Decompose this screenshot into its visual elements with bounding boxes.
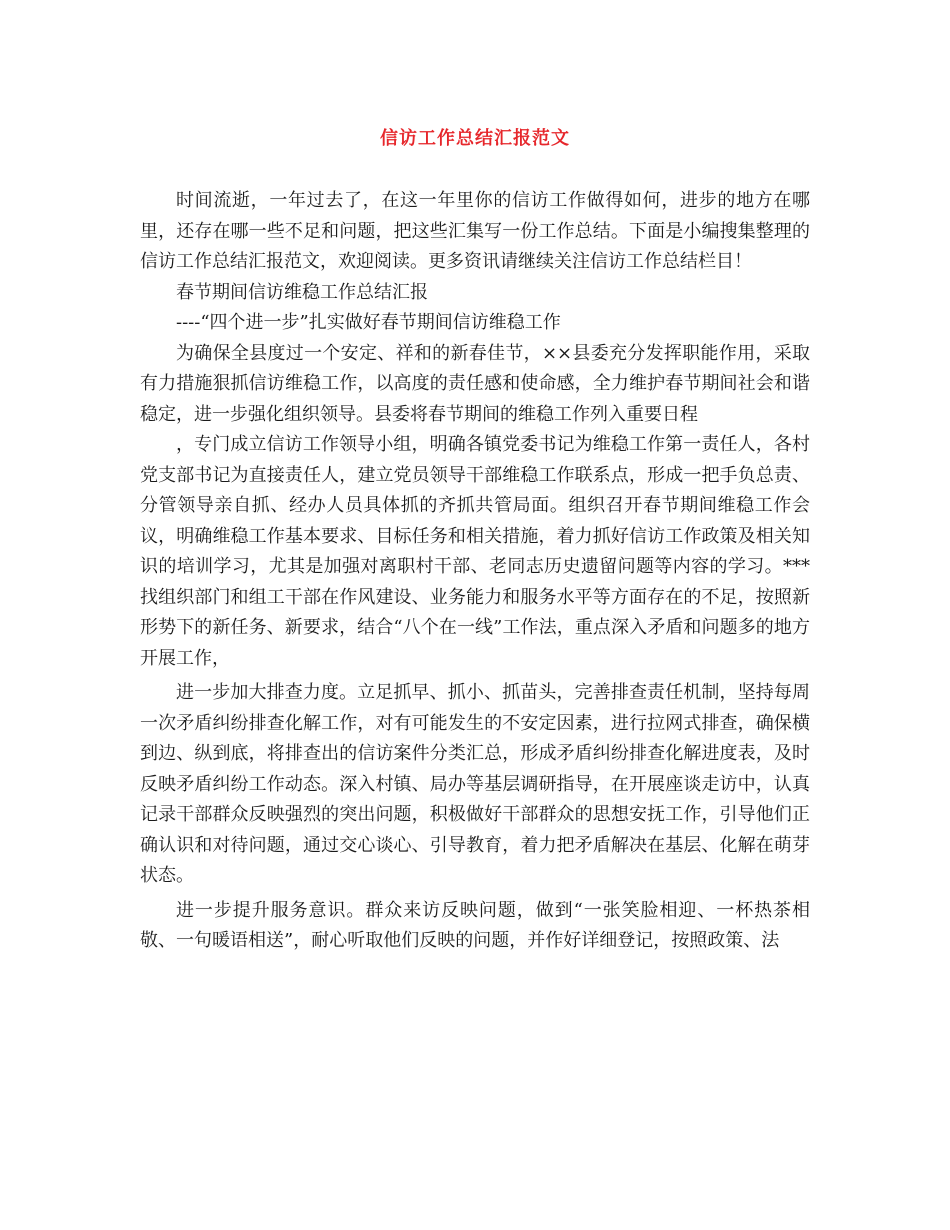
paragraph-body-4: 进一步提升服务意识。群众来访反映问题，做到“一张笑脸相迎、一杯热茶相敬、一句暖语相送”，耐心听取他们反映的问题，并作好详细登记，按照政策、法 <box>140 899 810 951</box>
paragraph-subheading: ----“四个进一步”扎实做好春节期间信访维稳工作 <box>176 312 561 333</box>
paragraph-body-1: 为确保全县度过一个安定、祥和的新春佳节，××县委充分发挥职能作用，采取有力措施狠抓信访维稳工作，以高度的责任感和使命感，全力维护春节期间社会和谐稳定，进一步强化组织领导。县委将春节期间的维稳工作列入重要日程 <box>140 342 810 425</box>
paragraph-heading: 春节期间信访维稳工作总结汇报 <box>176 281 428 303</box>
paragraph-intro: 时间流逝，一年过去了，在这一年里你的信访工作做得如何，进步的地方在哪里，还存在哪一些不足和问题，把这些汇集写一份工作总结。下面是小编搜集整理的信访工作总结汇报范文，欢迎阅读。更多资讯请继续关注信访工作总结栏目！ <box>140 190 810 272</box>
document-title: 信访工作总结汇报范文 <box>380 128 570 149</box>
document-body <box>140 186 810 957</box>
paragraph-body-3: 进一步加大排查力度。立足抓早、抓小、抓苗头，完善排查责任机制，坚持每周一次矛盾纠纷排查化解工作，对有可能发生的不安定因素，进行拉网式排查，确保横到边、纵到底，将排查出的信访案件分类汇总，形成矛盾纠纷排查化解进度表，及时反映矛盾纠纷工作动态。深入村镇、局办等基层调研指导，在开展座谈走访中，认真记录干部群众反映强烈的突出问题，积极做好干部群众的思想安抚工作，引导他们正确认识和对待问题，通过交心谈心、引导教育，着力把矛盾解决在基层、化解在萌芽状态。 <box>140 682 810 886</box>
paragraph-body-2: ，专门成立信访工作领导小组，明确各镇党委书记为维稳工作第一责任人，各村党支部书记为直接责任人，建立党员领导干部维稳工作联系点，形成一把手负总责、分管领导亲自抓、经办人员具体抓的齐抓共管局面。组织召开春节期间维稳工作会议，明确维稳工作基本要求、目标任务和相关措施，着力抓好信访工作政策及相关知识的培训学习，尤其是加强对离职村干部、老同志历史遗留问题等内容的学习。***找组织部门和组工干部在作风建设、业务能力和服务水平等方面存在的不足，按照新形势下的新任务、新要求，结合“八个在一线”工作法，重点深入矛盾和问题多的地方开展工作， <box>140 434 810 669</box>
